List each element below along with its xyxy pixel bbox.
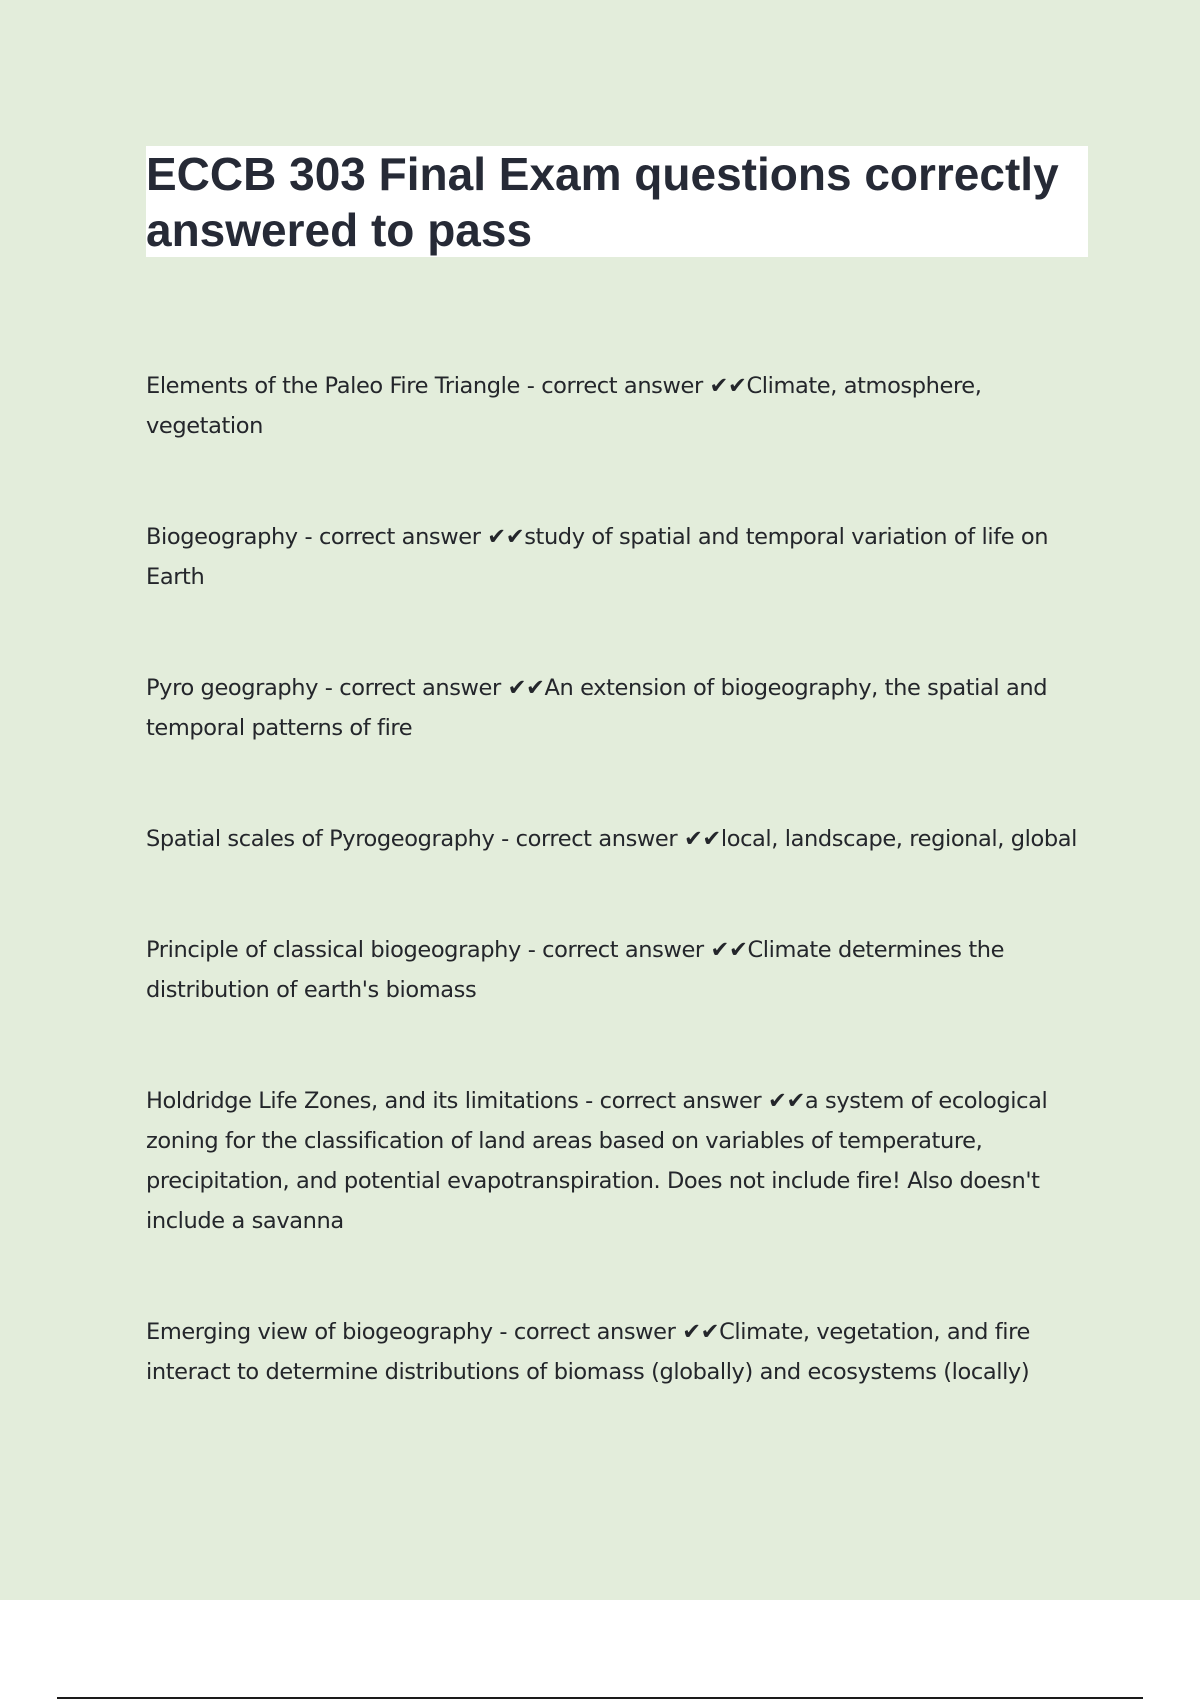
qa-item-paleo-fire-triangle: Elements of the Paleo Fire Triangle - correct answer ✔✔Climate, atmosphere, vegetation bbox=[146, 373, 982, 439]
qa-item-emerging-view: Emerging view of biogeography - correct answer ✔✔Climate, vegetation, and fire interact to determine distributions of biomass (globally) and ecosystems (locally) bbox=[146, 1319, 1030, 1385]
qa-item-holdridge-life-zones: Holdridge Life Zones, and its limitations - correct answer ✔✔a system of ecological zoning for the classification of land areas based on variables of temperature, precipitation, and potential evapotranspiration. Does not include fire! Also doesn't include a savanna bbox=[146, 1088, 1048, 1234]
document-title: ECCB 303 Final Exam questions correctly answered to pass bbox=[146, 148, 1059, 256]
qa-item-spatial-scales: Spatial scales of Pyrogeography - correct answer ✔✔local, landscape, regional, global bbox=[146, 826, 1078, 852]
footer-divider bbox=[57, 1697, 1143, 1699]
qa-item-classical-biogeography: Principle of classical biogeography - correct answer ✔✔Climate determines the distribution of earth's biomass bbox=[146, 937, 1005, 1003]
qa-list bbox=[146, 366, 1086, 1392]
qa-item-biogeography: Biogeography - correct answer ✔✔study of spatial and temporal variation of life on Earth bbox=[146, 524, 1049, 590]
qa-item-pyro-geography: Pyro geography - correct answer ✔✔An extension of biogeography, the spatial and temporal patterns of fire bbox=[146, 675, 1048, 741]
title-box bbox=[146, 146, 1088, 257]
